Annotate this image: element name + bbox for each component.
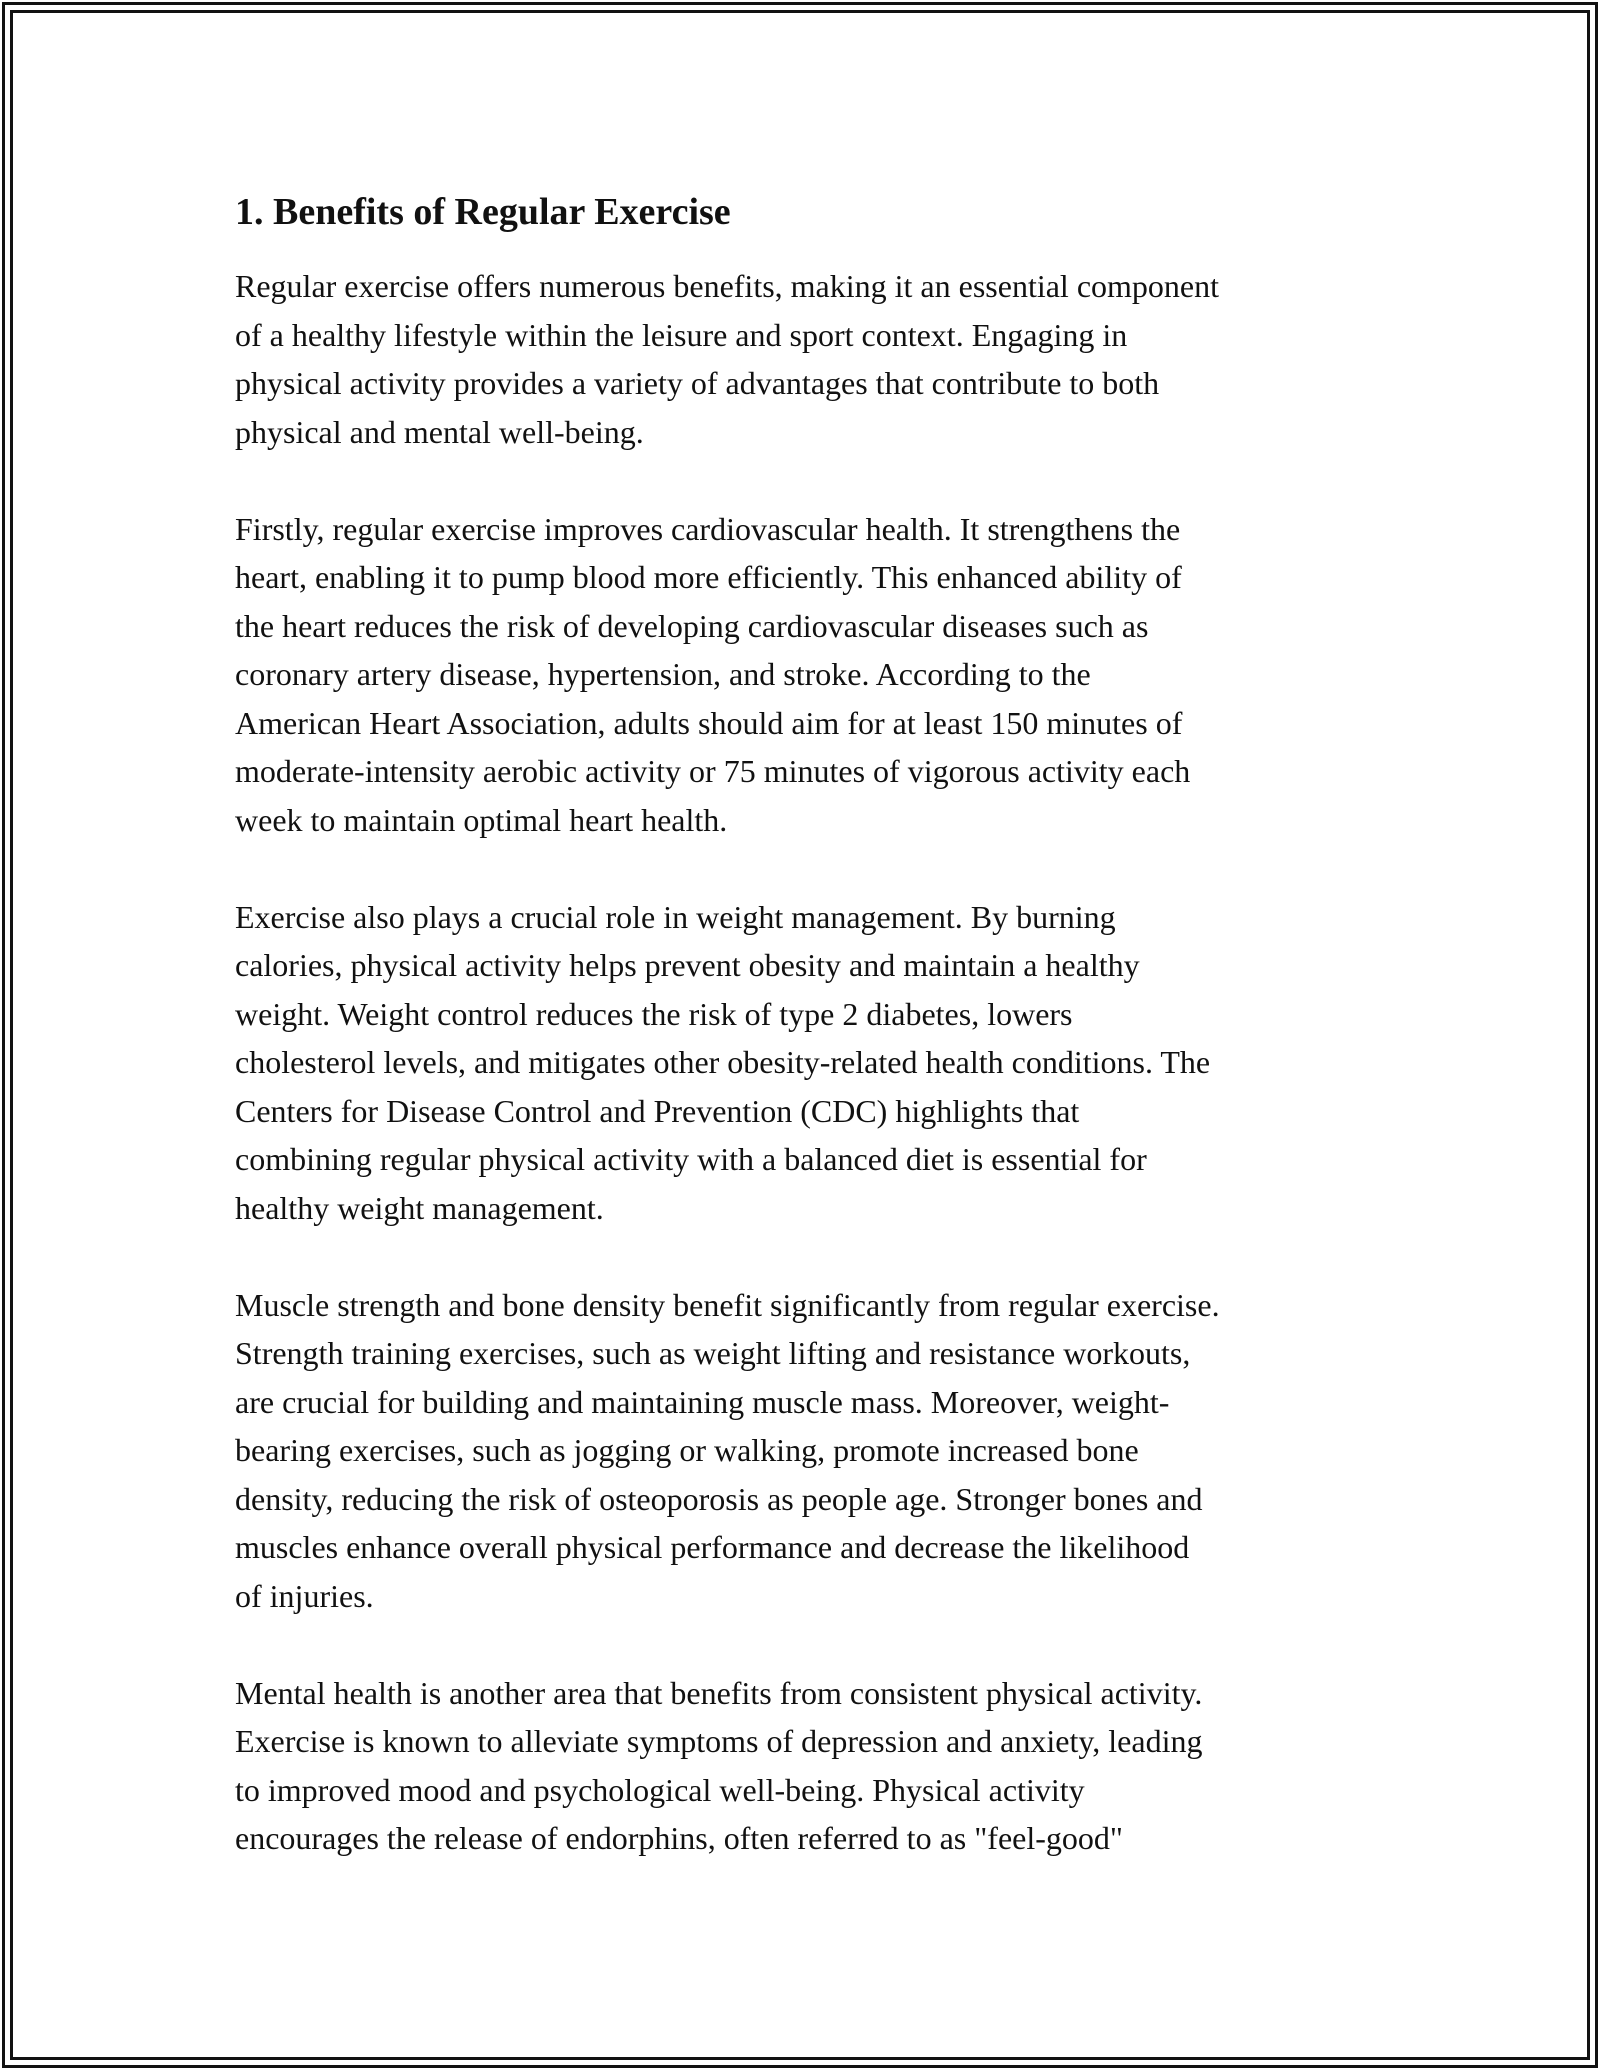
paragraph-muscle-bone: Muscle strength and bone density benefit significantly from regular exercise. Strength training exercises, such as weight lifting and resistance workouts, are crucial for building and maintaining muscle mass. Moreover, weight- bearing exercises, such as jogging or walking, promote increased bone density, reducing the risk of osteoporosis as people age. Stronger bones and muscles enhance overall physical performance and decrease the likelihood of injuries. — [235, 1286, 1220, 1614]
paragraph-intro: Regular exercise offers numerous benefits, making it an essential component of a healthy lifestyle within the leisure and sport context. Engaging in physical activity provides a variety of advantages that contribute to both physical and mental well-being. — [235, 268, 1219, 450]
paragraph-mental-health: Mental health is another area that benefits from consistent physical activity. Exercise is known to alleviate symptoms of depression and anxiety, leading to improved mood and psychological well-being. Physical activity encourages the release of endorphins, often referred to as "feel-good" — [235, 1674, 1203, 1856]
paragraph-weight-management: Exercise also plays a crucial role in weight management. By burning calories, physical activity helps prevent obesity and maintain a healthy weight. Weight control reduces the risk of type 2 diabetes, lowers cholesterol levels, and mitigates other obesity-related health conditions. The Centers for Disease Control and Prevention (CDC) highlights that combining regular physical activity with a balanced diet is essential for healthy weight management. — [235, 898, 1211, 1226]
section-heading: 1. Benefits of Regular Exercise — [235, 191, 731, 233]
document-body — [235, 186, 1375, 1863]
paragraph-cardiovascular: Firstly, regular exercise improves cardiovascular health. It strengthens the heart, enabling it to pump blood more efficiently. This enhanced ability of the heart reduces the risk of developing cardiovascular diseases such as coronary artery disease, hypertension, and stroke. According to the American Heart Association, adults should aim for at least 150 minutes of moderate-intensity aerobic activity or 75 minutes of vigorous activity each week to maintain optimal heart health. — [235, 510, 1191, 838]
